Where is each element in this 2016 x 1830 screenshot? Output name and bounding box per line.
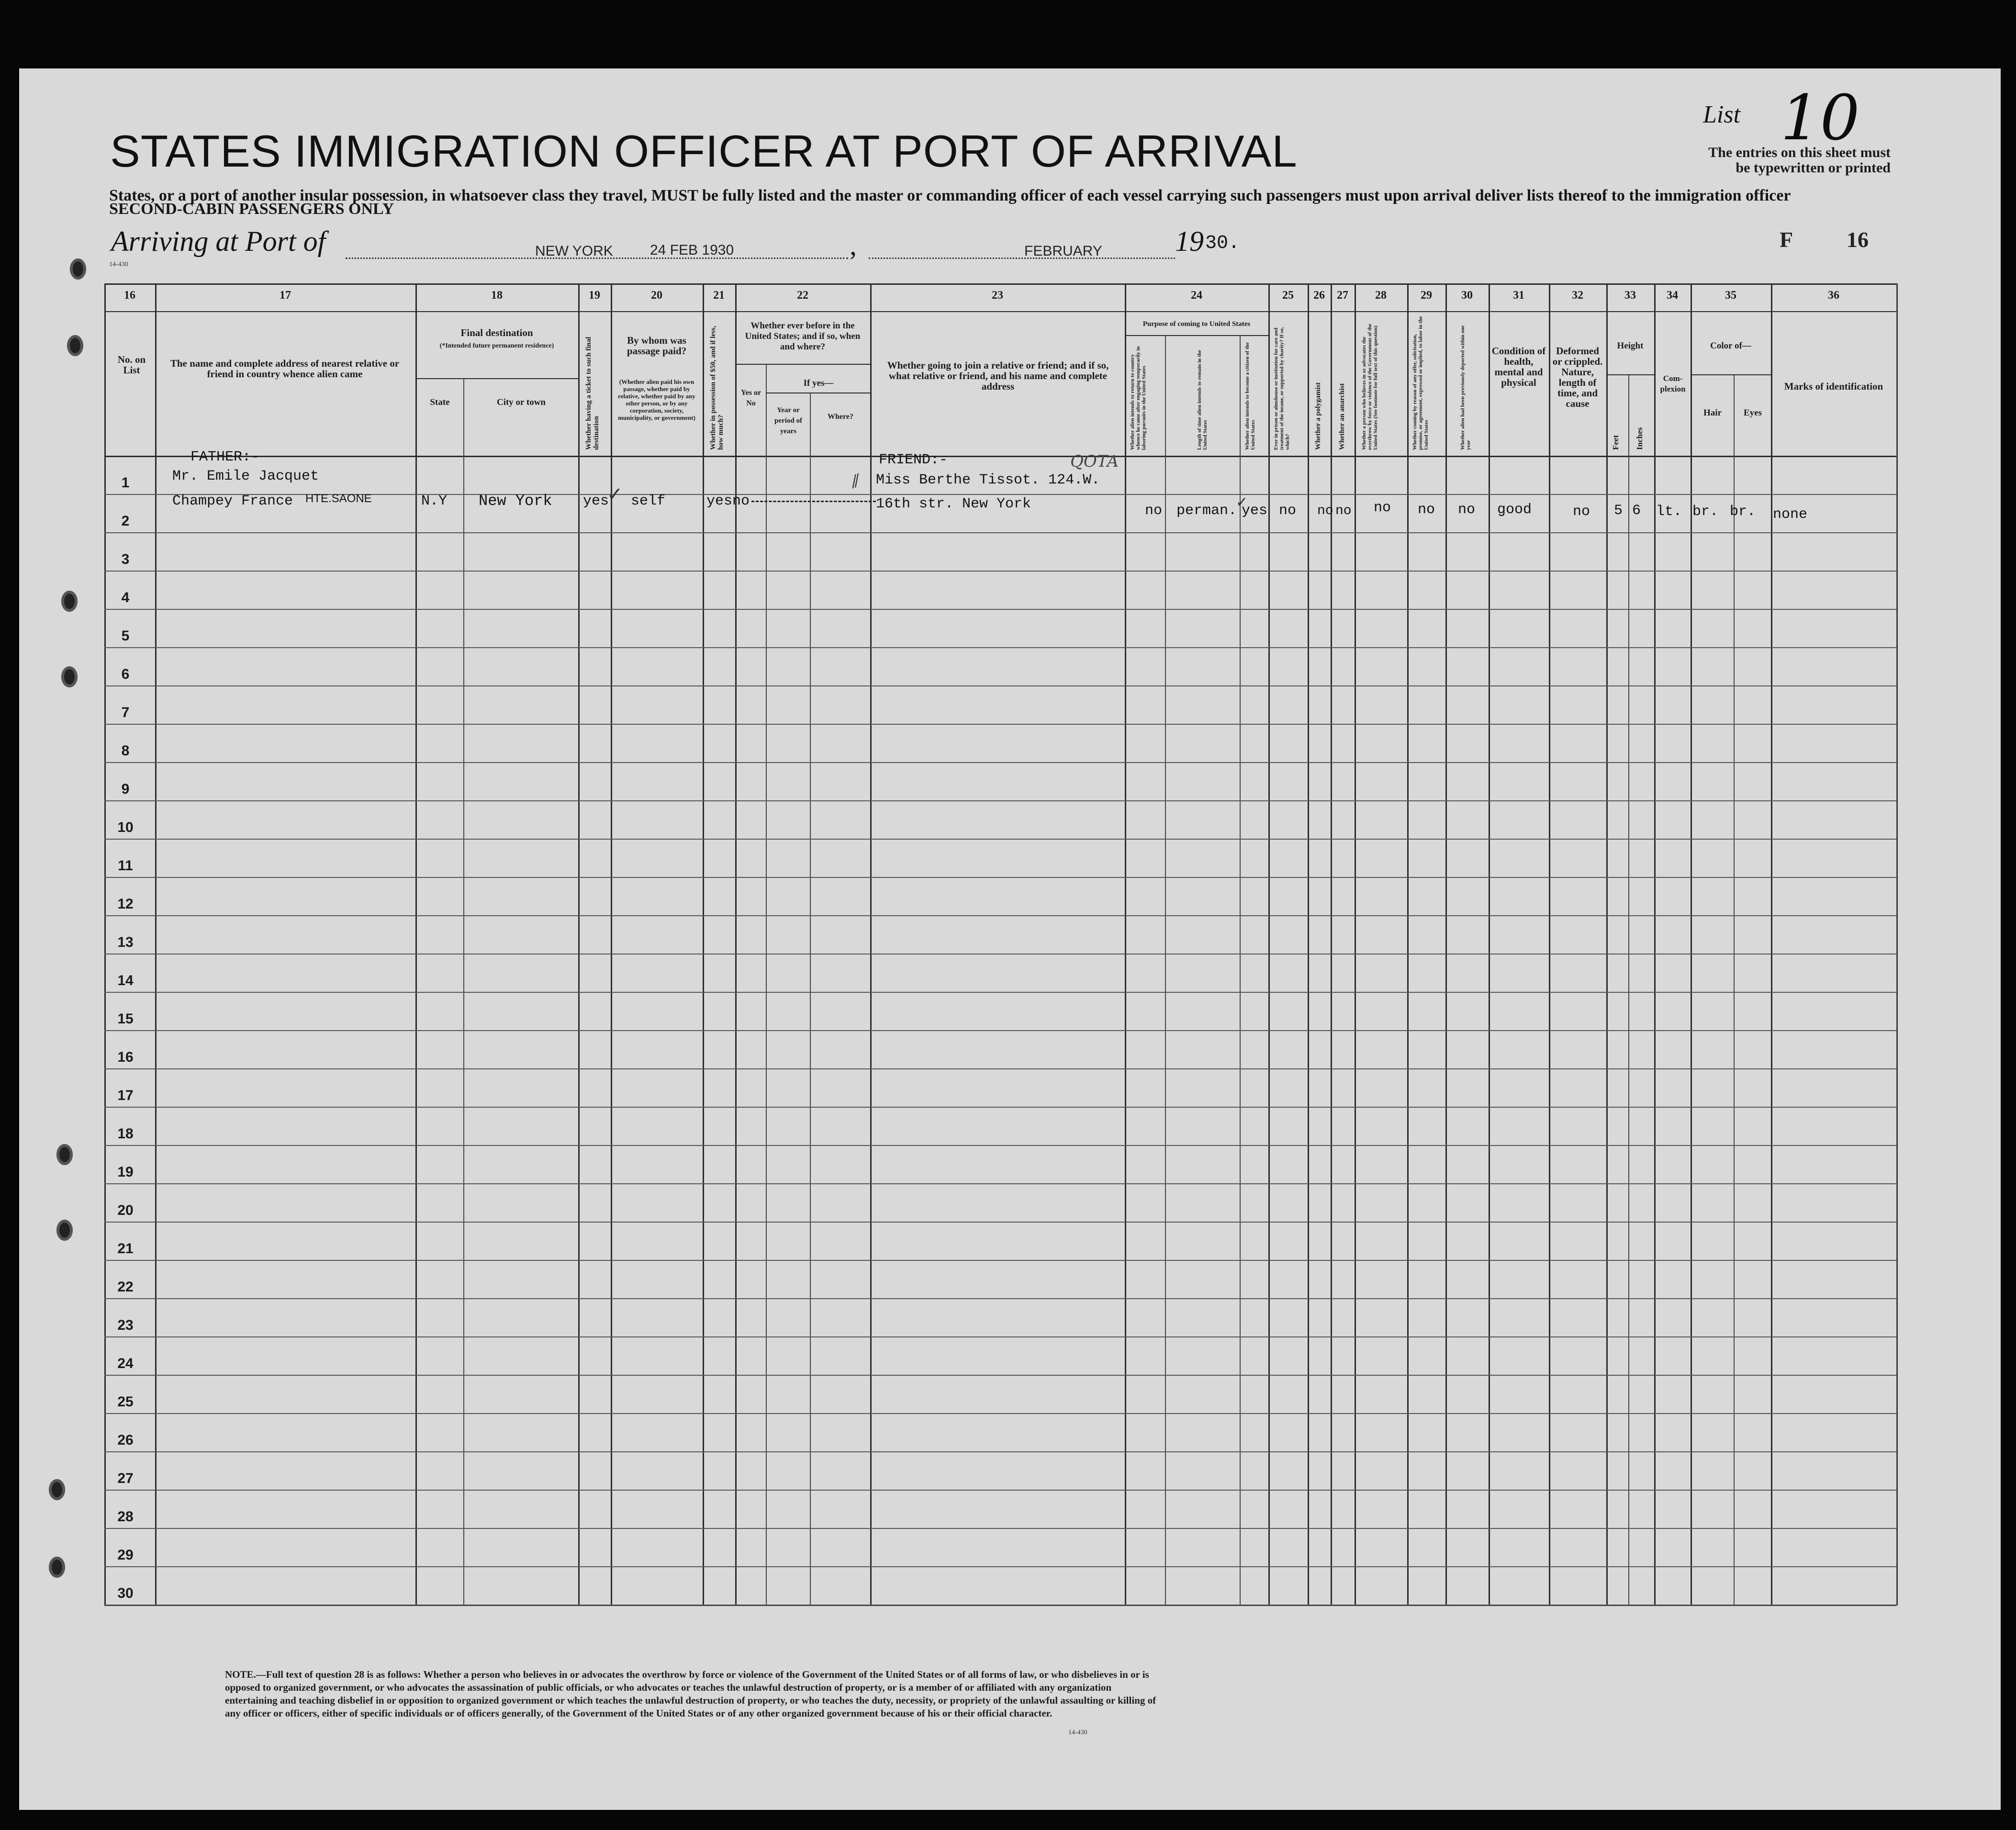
- relative-name: Mr. Emile Jacquet: [172, 468, 319, 484]
- header-return-intent: Whether alien intends to return to country whence he came after engaging temporarily in laboring pursuits in the United States: [1130, 346, 1147, 450]
- row-number: 10: [117, 820, 134, 835]
- row-rule: [104, 1068, 1896, 1069]
- col-border-16: [155, 283, 157, 1605]
- col-border-23: [1125, 283, 1126, 1605]
- header-overthrow: Whether a person who believes in or advocates the overthrow by force or violence of the Government of the United States (See footnote for full text of this question): [1361, 324, 1378, 450]
- col-border-18: [578, 283, 580, 1605]
- row-rule: [104, 647, 1896, 648]
- header-health: Condition of health, mental and physical: [1491, 345, 1546, 388]
- col-border-24a: [1165, 335, 1166, 1605]
- col-border-29: [1445, 283, 1447, 1605]
- colnum-23: 23: [992, 289, 1003, 302]
- rule-18-sub: [415, 378, 578, 379]
- comma-separator: ,: [850, 229, 857, 261]
- colnum-17: 17: [280, 289, 291, 302]
- check-mark-2: ✓: [1236, 494, 1248, 511]
- entry-deported: no: [1458, 502, 1476, 518]
- colnum-34: 34: [1667, 289, 1678, 302]
- header-polygamist: Whether a polygamist: [1314, 382, 1322, 450]
- header-yes-no: Yes or No: [740, 389, 762, 407]
- entry-return-intent: no: [1145, 503, 1163, 519]
- footnote-question-28: NOTE.—Full text of question 28 is as follows: Whether a person who believes in or advocates the overthrow by force or violence of the Government of the United States or of all forms of law, or who disbelieves in or is opposed to organized government, or who advocates the assassination of public officials, or who advocates or teaches the unlawful destruction of property, or is a member of or affiliated with any organization entertaining and teaching disbelief in or opposition to organized government or which teaches the unlawful destruction of property, or who teaches the duty, necessity, or propriety of the unlawful assaulting or killing of any officer or officers, either of specific individuals or of officers generally, of the Government of the United States or of any other organized government because of his or their official character.: [225, 1669, 1156, 1719]
- row-number: 27: [117, 1471, 134, 1486]
- header-nearest-relative: The name and complete address of nearest relative or friend in country whence alien came: [170, 358, 400, 380]
- row-number: 29: [117, 1547, 134, 1563]
- row-rule: [104, 1336, 1896, 1337]
- row-rule: [104, 992, 1896, 993]
- colnum-21: 21: [713, 289, 725, 302]
- colnum-27: 27: [1337, 289, 1348, 302]
- header-city: City or town: [496, 397, 546, 407]
- entry-anarchist: no: [1335, 504, 1352, 518]
- friend-label: FRIEND:-: [879, 452, 948, 468]
- header-where: Where?: [828, 413, 853, 421]
- arriving-label: Arriving at Port of: [111, 225, 326, 257]
- row-rule: [104, 800, 1896, 801]
- binder-hole: [61, 666, 78, 687]
- col-border-extra: [1896, 283, 1897, 1605]
- header-inches: Inches: [1635, 427, 1644, 450]
- row-number: 4: [121, 590, 130, 606]
- col-border-25: [1308, 283, 1309, 1605]
- colnum-31: 31: [1513, 289, 1524, 302]
- row-rule: [104, 1107, 1896, 1108]
- col-border-19: [611, 283, 612, 1605]
- row-rule: [104, 1490, 1896, 1491]
- col-border-left: [104, 283, 106, 1605]
- row-number: 23: [117, 1317, 134, 1333]
- col-border-30: [1489, 283, 1490, 1605]
- entry-eyes: br.: [1730, 504, 1756, 520]
- entry-marks: none: [1773, 506, 1808, 523]
- rule-24-sub: [1125, 335, 1268, 336]
- row-rule: [104, 494, 1896, 495]
- row-rule: [104, 1566, 1896, 1567]
- colnum-33: 33: [1624, 289, 1636, 302]
- col-border-18a: [463, 378, 464, 1605]
- header-eyes: Eyes: [1744, 408, 1762, 418]
- col-border-35a: [1734, 374, 1735, 1605]
- port-stamp: NEW YORK: [535, 243, 613, 259]
- header-passage-paid: By whom was passage paid?: [627, 335, 687, 357]
- page-title: STATES IMMIGRATION OFFICER AT PORT OF ARRIVAL: [110, 126, 1298, 176]
- col-border-31: [1549, 283, 1550, 1605]
- entry-prison: no: [1279, 503, 1297, 519]
- row-rule: [104, 915, 1896, 916]
- entry-ticket: yes: [583, 493, 609, 509]
- row-rule: [104, 1528, 1896, 1529]
- header-labor-offer: Whether coming by reason of any offer, solicitation, promise, or agreement, expressed or implied, to labor in the United States: [1412, 316, 1429, 450]
- row-rule: [104, 877, 1896, 878]
- year-prefix: 19: [1175, 225, 1204, 257]
- entry-length-stay: perman.: [1176, 503, 1237, 519]
- header-passage-paid-sub: (Whether alien paid his own passage, whether paid by relative, whether paid by any other person, or by any corporation, society, municipality, or government): [618, 378, 695, 421]
- row-number: 17: [117, 1088, 134, 1103]
- colnum-22: 22: [797, 289, 808, 302]
- relative-label: FATHER:-: [190, 449, 260, 465]
- col-border-27: [1355, 283, 1356, 1605]
- row-number: 18: [117, 1126, 134, 1142]
- row-rule: [104, 1183, 1896, 1184]
- header-second-cabin: SECOND-CABIN PASSENGERS ONLY: [109, 200, 394, 218]
- row-rule: [104, 1375, 1896, 1376]
- row-number: 26: [117, 1432, 134, 1448]
- row-number: 30: [117, 1585, 134, 1601]
- list-number: 10: [1781, 81, 1860, 154]
- colnum-30: 30: [1461, 289, 1473, 302]
- form-mark-top: 14-430: [109, 261, 128, 268]
- row-number: 25: [117, 1394, 134, 1410]
- header-anarchist: Whether an anarchist: [1338, 383, 1346, 450]
- colnum-25: 25: [1282, 289, 1294, 302]
- month-dotted-line: [869, 258, 1175, 259]
- month-stamp: FEBRUARY: [1024, 243, 1102, 259]
- header-before-in-us: Whether ever before in the United States; and if so, when and where?: [745, 321, 861, 352]
- row-number: 16: [117, 1049, 134, 1065]
- row-rule: [104, 1030, 1896, 1031]
- entry-state: N.Y: [421, 493, 448, 509]
- entry-before-in-us: no: [732, 493, 750, 509]
- friend-line1: Miss Berthe Tissot. 124.W.: [876, 472, 1100, 488]
- header-purpose: Purpose of coming to United States: [1142, 320, 1251, 328]
- form-mark-bottom: 14-430: [1068, 1729, 1087, 1736]
- entry-passage-paid: self: [631, 493, 666, 509]
- col-border-22a: [766, 364, 767, 1605]
- entry-health: good: [1497, 502, 1532, 518]
- entry-inches: 6: [1632, 503, 1641, 519]
- colnum-24: 24: [1191, 289, 1202, 302]
- colnum-36: 36: [1828, 289, 1839, 302]
- row-rule: [104, 685, 1896, 686]
- row-rule: [104, 762, 1896, 763]
- row-number: 15: [117, 1011, 134, 1027]
- check-mark: ✓: [607, 483, 623, 505]
- row-number: 20: [117, 1202, 134, 1218]
- col-border-33a: [1628, 374, 1629, 1605]
- header-final-destination: Final destination: [460, 327, 533, 338]
- entry-citizen: yes: [1242, 503, 1268, 519]
- row-number: 21: [117, 1241, 134, 1257]
- binder-hole: [49, 1557, 65, 1578]
- binder-hole: [56, 1220, 73, 1241]
- col-border-34: [1691, 283, 1692, 1605]
- entry-feet: 5: [1614, 503, 1623, 519]
- rule-33-sub: [1606, 374, 1654, 375]
- dash-fill: [751, 501, 876, 502]
- rule-22-sub: [735, 364, 870, 365]
- colnum-26: 26: [1313, 289, 1325, 302]
- header-deformed: Deformed or crippled. Nature, length of time, and cause: [1552, 345, 1603, 409]
- col-border-21: [735, 283, 737, 1605]
- row-rule: [104, 1451, 1896, 1452]
- header-no-on-list: No. on List: [117, 354, 146, 376]
- row-number: 5: [121, 628, 130, 644]
- header-join-relative: Whether going to join a relative or friend; and if so, what relative or friend, and his name and complete address: [887, 359, 1109, 392]
- entry-overthrow: no: [1374, 500, 1391, 516]
- colnum-28: 28: [1375, 289, 1387, 302]
- list-label: List: [1703, 101, 1741, 128]
- row-rule: [104, 724, 1896, 725]
- date-stamp: 24 FEB 1930: [650, 242, 734, 258]
- row-rule: [104, 1260, 1896, 1261]
- col-border-17: [415, 283, 417, 1605]
- header-prison: Ever in prison or almshouse or institution for care and treatment of the insane, or supported by charity? If so, which?: [1273, 327, 1290, 450]
- colnum-35: 35: [1725, 289, 1736, 302]
- header-bottom-border: [104, 456, 1896, 457]
- row-number: 19: [117, 1164, 134, 1180]
- row-rule: [104, 532, 1896, 533]
- col-border-20: [703, 283, 704, 1605]
- row-number: 11: [118, 858, 133, 874]
- col-border-26: [1331, 283, 1332, 1605]
- row-number: 7: [121, 705, 130, 720]
- row-number: 8: [121, 743, 130, 759]
- header-complexion: Com-plexion: [1660, 374, 1686, 393]
- colnum-32: 32: [1572, 289, 1583, 302]
- header-length-stay: Length of time alien intends to remain in the United States: [1197, 350, 1208, 450]
- row-rule: [104, 839, 1896, 840]
- col-border-22b: [810, 393, 811, 1605]
- binder-hole: [67, 335, 83, 356]
- row-number: 6: [121, 666, 130, 682]
- header-deported: Whether alien had been previously deported within one year: [1460, 325, 1471, 450]
- entry-labor-offer: no: [1418, 502, 1435, 518]
- row-number: 2: [121, 513, 130, 529]
- row-number: 9: [121, 781, 130, 797]
- entries-note-2: be typewritten or printed: [1736, 160, 1891, 176]
- row-number: 24: [117, 1356, 134, 1371]
- colnum-18: 18: [491, 289, 503, 302]
- col-border-22: [870, 283, 872, 1605]
- binder-hole: [49, 1479, 65, 1500]
- relative-address: Champey France: [172, 493, 293, 509]
- entry-hair: br.: [1692, 504, 1719, 520]
- col-border-35: [1771, 283, 1772, 1605]
- header-height: Height: [1617, 341, 1644, 351]
- row-rule: [104, 1413, 1896, 1414]
- header-state: State: [430, 397, 450, 407]
- row-rule: [104, 1298, 1896, 1299]
- header-if-yes: If yes—: [803, 378, 834, 388]
- binder-hole: [56, 1144, 73, 1165]
- year-suffix: 30.: [1205, 233, 1240, 254]
- row-rule: [104, 1145, 1896, 1146]
- row-number: 22: [117, 1279, 134, 1295]
- entry-money: yes: [706, 493, 733, 509]
- row-number: 3: [121, 551, 130, 567]
- row-number: 14: [117, 973, 134, 988]
- entry-city: New York: [479, 492, 552, 510]
- header-instructions: States, or a port of another insular possession, in whatsoever class they travel, MUST be fully listed and the master or commanding officer of each vessel carrying such passengers must upon arrival deliver lists thereof to the immigration officer: [109, 187, 1791, 204]
- colnum-19: 19: [589, 289, 600, 302]
- row-number: 28: [117, 1509, 134, 1525]
- header-color-of: Color of—: [1710, 341, 1751, 351]
- header-final-destination-sub: (*Intended future permanent residence): [439, 342, 554, 349]
- binder-hole: [61, 591, 78, 612]
- colnum-rule: [104, 311, 1896, 312]
- row-number: 13: [117, 934, 134, 950]
- header-marks: Marks of identification: [1784, 381, 1883, 392]
- friend-annotation: QOTA: [1070, 452, 1119, 471]
- friend-line2: 16th str. New York: [876, 496, 1031, 512]
- margin-mark: ⁄⁄: [850, 472, 862, 492]
- header-years: Year or period of years: [774, 406, 802, 435]
- relative-dept: HTE.SAONE: [305, 492, 372, 505]
- row-rule: [104, 1222, 1896, 1223]
- manifest-sheet: [19, 68, 2001, 1810]
- sheet-number: 16: [1847, 227, 1869, 252]
- col-border-33: [1654, 283, 1656, 1605]
- header-citizen: Whether alien intends to become a citizen of the United States: [1244, 342, 1256, 450]
- colnum-16: 16: [124, 289, 135, 302]
- header-feet: Feet: [1611, 435, 1620, 450]
- row-number: 1: [121, 475, 130, 491]
- col-border-24b: [1240, 335, 1241, 1605]
- table-top-border: [104, 283, 1896, 285]
- header-hair: Hair: [1703, 408, 1722, 418]
- binder-hole: [70, 258, 86, 280]
- entry-deformed: no: [1573, 504, 1590, 520]
- entry-polygamist: no: [1317, 504, 1333, 518]
- colnum-29: 29: [1421, 289, 1432, 302]
- row-rule: [104, 609, 1896, 610]
- rule-35-sub: [1691, 374, 1771, 375]
- colnum-20: 20: [651, 289, 662, 302]
- entries-note-1: The entries on this sheet must: [1708, 145, 1891, 160]
- header-money: Whether in possession of $50, and if less, how much?: [709, 326, 725, 450]
- row-rule: [104, 571, 1896, 572]
- sheet-letter: F: [1780, 227, 1793, 252]
- col-border-24: [1268, 283, 1270, 1605]
- col-border-28: [1407, 283, 1409, 1605]
- header-ticket: Whether having a ticket to such final destination: [585, 337, 600, 450]
- col-border-32: [1606, 283, 1608, 1605]
- entry-complexion: lt.: [1656, 504, 1682, 520]
- row-number: 12: [117, 896, 134, 912]
